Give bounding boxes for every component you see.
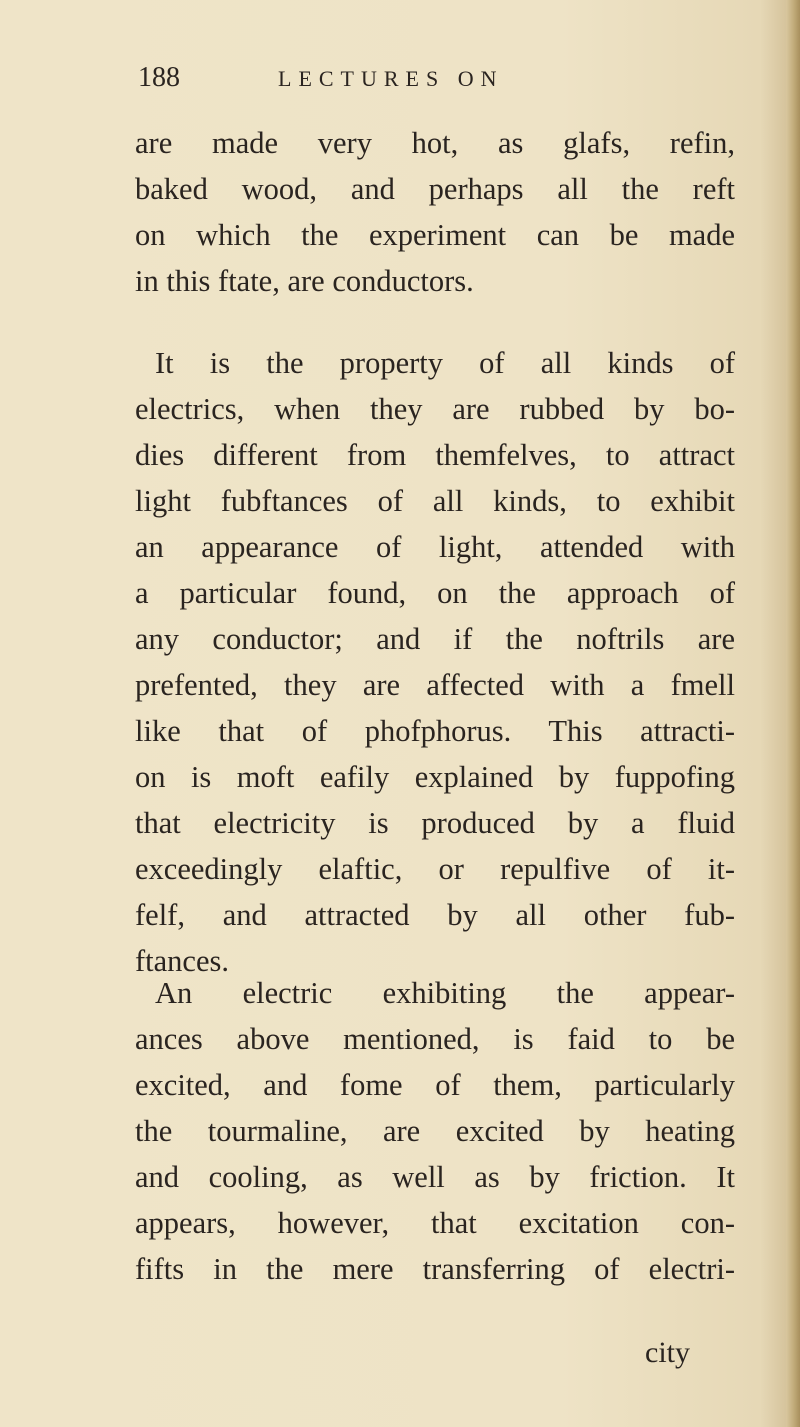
text-line: like that of phofphorus. This attracti- (135, 714, 735, 748)
text-line: exceedingly elaftic, or repulfive of it- (135, 852, 735, 886)
paragraph-3 (135, 970, 735, 1292)
text-line: An electric exhibiting the appear- (155, 976, 735, 1010)
page-header (122, 62, 682, 102)
text-line: excited, and fome of them, particularly (135, 1068, 735, 1102)
text-line: baked wood, and perhaps all the reft (135, 172, 735, 206)
page-edge (786, 0, 800, 1427)
text-line: electrics, when they are rubbed by bo- (135, 392, 735, 426)
text-line: in this ftate, are conductors. (135, 264, 474, 298)
text-line: light fubftances of all kinds, to exhibit (135, 484, 735, 518)
text-line: on is moft eafily explained by fuppofing (135, 760, 735, 794)
text-line: prefented, they are affected with a fmell (135, 668, 735, 702)
text-line: ftances. (135, 944, 229, 978)
text-line: and cooling, as well as by friction. It (135, 1160, 735, 1194)
catchword: city (645, 1336, 690, 1369)
text-line: It is the property of all kinds of (155, 346, 735, 380)
text-line: any conductor; and if the noftrils are (135, 622, 735, 656)
text-line: felf, and attracted by all other fub- (135, 898, 735, 932)
page-number: 188 (138, 62, 180, 93)
paragraph-1 (135, 120, 735, 304)
paragraph-2 (135, 340, 735, 984)
text-line: appears, however, that excitation con- (135, 1206, 735, 1240)
text-line: an appearance of light, attended with (135, 530, 735, 564)
text-line: are made very hot, as glafs, refin, (135, 126, 735, 160)
text-line: ances above mentioned, is faid to be (135, 1022, 735, 1056)
text-line: that electricity is produced by a fluid (135, 806, 735, 840)
text-line: on which the experiment can be made (135, 218, 735, 252)
text-line: dies different from themfelves, to attract (135, 438, 735, 472)
running-head: LECTURES ON (278, 66, 504, 91)
text-line: the tourmaline, are excited by heating (135, 1114, 735, 1148)
text-line: a particular found, on the approach of (135, 576, 735, 610)
text-line: fifts in the mere transferring of electri- (135, 1252, 735, 1286)
